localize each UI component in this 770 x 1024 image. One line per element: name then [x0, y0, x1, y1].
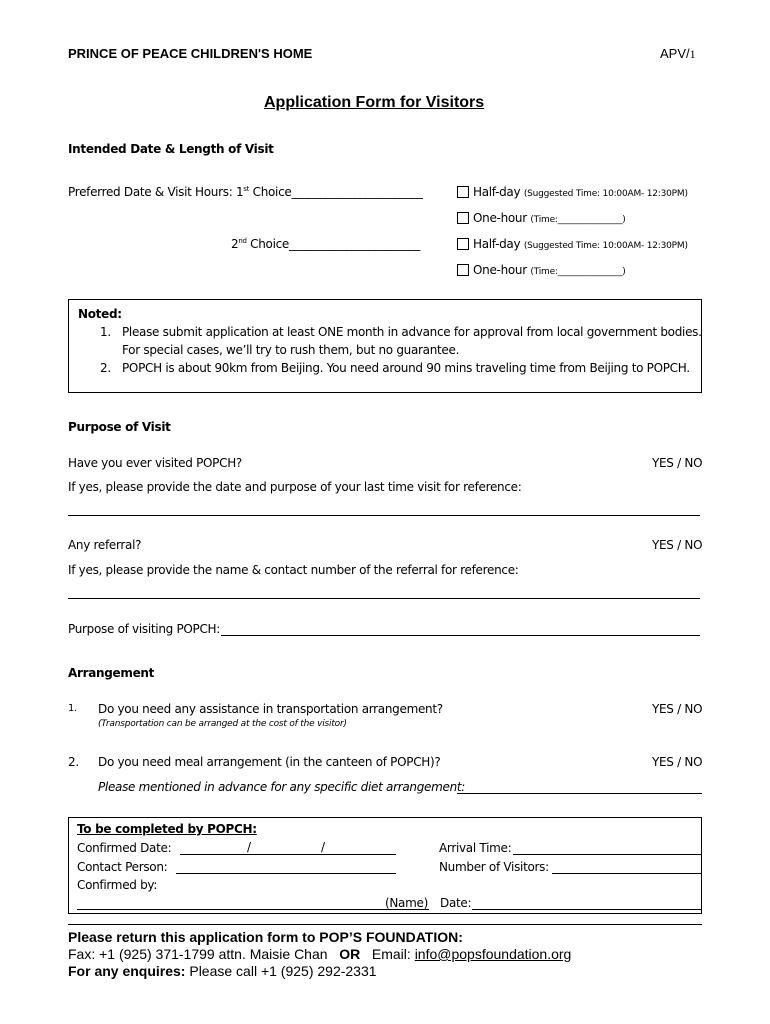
- visit-heading: Intended Date & Length of Visit: [68, 142, 274, 156]
- office-date-line[interactable]: [472, 909, 701, 910]
- arrival-time-line[interactable]: [513, 854, 701, 855]
- confirmed-date-label: Confirmed Date:: [77, 841, 172, 855]
- first-sup: st: [243, 185, 250, 193]
- office-date-label: Date:: [440, 896, 472, 910]
- halfday-label-2: Half-day: [473, 237, 521, 251]
- onehour-label-2: One-hour: [473, 263, 527, 277]
- fax-text: Fax: +1 (925) 371-1799 attn. Maisie Chan: [68, 946, 328, 962]
- halfday-option-1[interactable]: [457, 185, 688, 199]
- date-slash-2: /: [321, 840, 325, 854]
- second-sup: nd: [238, 237, 247, 245]
- transport-yes-no[interactable]: YES / NO: [652, 702, 703, 716]
- halfday-checkbox-2[interactable]: [457, 238, 469, 250]
- arrival-time-label: Arrival Time:: [439, 841, 512, 855]
- noted-item-2-num: 2.: [100, 361, 111, 375]
- office-heading: To be completed by POPCH:: [77, 822, 257, 836]
- date-slash-1: /: [247, 840, 251, 854]
- arrangement-heading: Arrangement: [68, 666, 155, 680]
- halfday-option-2[interactable]: [457, 237, 688, 251]
- noted-item-1: Please submit application at least ONE month in advance for approval from local government bodies.: [122, 325, 702, 339]
- referral-answer-line[interactable]: [68, 598, 700, 599]
- noted-heading: Noted:: [78, 307, 122, 321]
- noted-item-2: POPCH is about 90km from Beijing. You need around 90 mins traveling time from Beijing to POPCH.: [122, 361, 690, 375]
- contact-person-line[interactable]: [176, 873, 396, 874]
- arrangement-q2-note: Please mentioned in advance for any specific diet arrangement:: [98, 780, 466, 794]
- fax-line: [68, 946, 571, 962]
- purpose-heading: Purpose of Visit: [68, 420, 171, 434]
- purpose-answer-line[interactable]: [221, 635, 700, 636]
- onehour-note-2: (Time:_______________): [530, 267, 626, 277]
- arrangement-q1: Do you need any assistance in transportation arrangement?: [98, 702, 443, 716]
- num-visitors-line[interactable]: [552, 873, 701, 874]
- name-label: (Name): [385, 896, 428, 910]
- meal-yes-no[interactable]: YES / NO: [652, 755, 703, 769]
- email-label: Email:: [371, 946, 415, 962]
- confirmed-by-line[interactable]: [77, 909, 429, 910]
- enquiry-line: [68, 963, 377, 979]
- first-choice-row: [68, 185, 423, 199]
- referral-followup: If yes, please provide the name & contact number of the referral for reference:: [68, 563, 519, 577]
- halfday-label-1: Half-day: [473, 185, 521, 199]
- form-code-number: 1: [689, 47, 696, 61]
- or-text: OR: [339, 946, 361, 962]
- visited-answer-line[interactable]: [68, 515, 700, 516]
- num-visitors-label: Number of Visitors:: [439, 860, 549, 874]
- noted-item-1-num: 1.: [100, 325, 111, 339]
- second-num: 2: [231, 237, 239, 251]
- onehour-checkbox-2[interactable]: [457, 264, 469, 276]
- contact-person-label: Contact Person:: [77, 860, 168, 874]
- org-name: PRINCE OF PEACE CHILDREN'S HOME: [68, 46, 313, 61]
- email-link[interactable]: info@popsfoundation.org: [414, 946, 572, 962]
- form-code-prefix: APV/: [660, 46, 690, 61]
- onehour-label-1: One-hour: [473, 211, 527, 225]
- arrangement-q1-note: (Transportation can be arranged at the cost of the visitor): [98, 719, 347, 729]
- onehour-option-2[interactable]: [457, 263, 626, 277]
- second-choice-row: [231, 237, 420, 251]
- second-choice-field[interactable]: Choice_______________________: [250, 237, 421, 251]
- arrangement-q2-num: 2.: [68, 755, 79, 769]
- arrangement-q1-num: 1.: [68, 703, 77, 714]
- halfday-checkbox-1[interactable]: [457, 186, 469, 198]
- halfday-note-1: (Suggested Time: 10:00AM- 12:30PM): [523, 189, 688, 199]
- halfday-note-2: (Suggested Time: 10:00AM- 12:30PM): [523, 241, 688, 251]
- purpose-label: Purpose of visiting POPCH:: [68, 622, 221, 636]
- diet-answer-line[interactable]: [457, 793, 702, 794]
- arrangement-q2: Do you need meal arrangement (in the canteen of POPCH)?: [98, 755, 441, 769]
- confirmed-date-line[interactable]: [180, 854, 396, 855]
- form-code: [660, 46, 696, 62]
- referral-question: Any referral?: [68, 538, 142, 552]
- page-title: Application Form for Visitors: [264, 94, 485, 111]
- first-choice-field[interactable]: Choice_______________________: [252, 185, 423, 199]
- onehour-checkbox-1[interactable]: [457, 212, 469, 224]
- visited-yes-no[interactable]: YES / NO: [652, 456, 703, 470]
- onehour-option-1[interactable]: [457, 211, 626, 225]
- preferred-label: Preferred Date & Visit Hours: 1: [68, 185, 244, 199]
- onehour-note-1: (Time:_______________): [530, 215, 626, 225]
- noted-item-1-cont: For special cases, we’ll try to rush them, but no guarantee.: [122, 343, 460, 357]
- visited-question: Have you ever visited POPCH?: [68, 456, 242, 470]
- footer-divider: [68, 924, 702, 925]
- visited-followup: If yes, please provide the date and purpose of your last time visit for reference:: [68, 480, 522, 494]
- referral-yes-no[interactable]: YES / NO: [652, 538, 703, 552]
- enquiry-label: For any enquires:: [68, 963, 186, 979]
- return-instruction: Please return this application form to POP’S FOUNDATION:: [68, 929, 463, 945]
- confirmed-by-label: Confirmed by:: [77, 878, 158, 892]
- enquiry-text: Please call +1 (925) 292-2331: [185, 963, 377, 979]
